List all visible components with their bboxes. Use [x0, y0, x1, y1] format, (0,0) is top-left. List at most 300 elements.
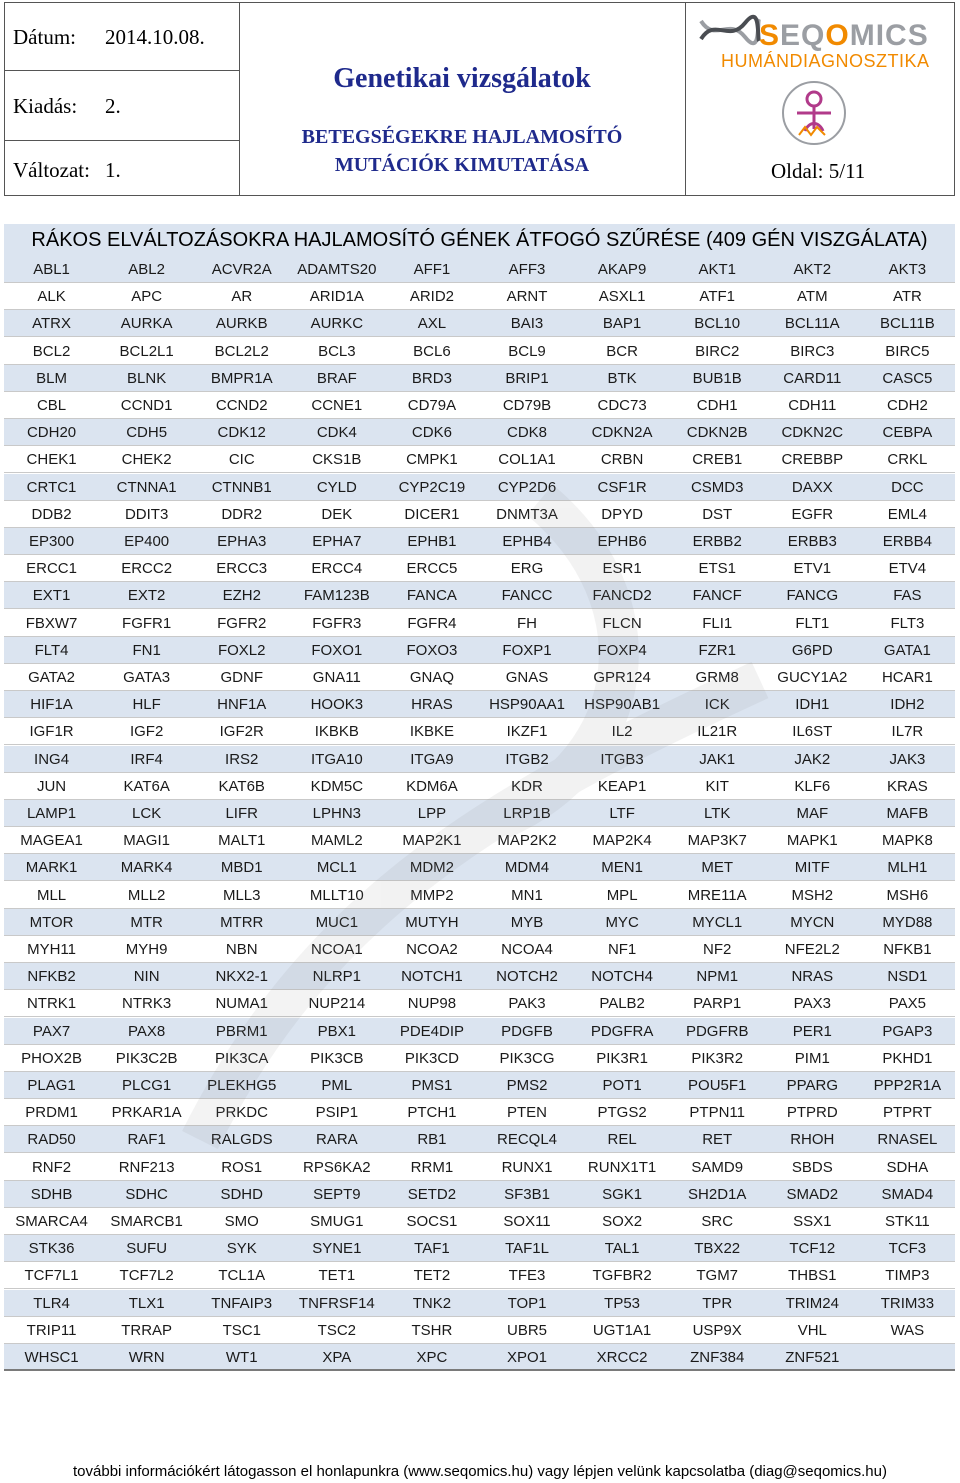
- gene-cell: NTRK1: [26, 995, 77, 1013]
- document-subtitle: [239, 123, 685, 179]
- gene-cell: ERG: [510, 560, 544, 578]
- gene-cell: DCC: [891, 478, 924, 496]
- table-row: [4, 582, 955, 609]
- gene-cell: CEBPA: [882, 424, 933, 442]
- gene-cell: MMP2: [410, 886, 454, 904]
- table-row: [4, 1099, 955, 1126]
- gene-cell: MEN1: [601, 859, 643, 877]
- gene-cell: EPHB6: [597, 533, 647, 550]
- gene-cell: NUP214: [308, 995, 366, 1013]
- gene-cell: UGT1A1: [592, 1321, 652, 1339]
- gene-cell: PIK3CD: [404, 1049, 460, 1067]
- gene-cell: MN1: [511, 886, 543, 904]
- gene-cell: NFKB1: [883, 941, 932, 958]
- gene-cell: REL: [607, 1131, 637, 1149]
- gene-cell: GDNF: [220, 669, 263, 686]
- gene-cell: ITGB2: [505, 750, 549, 768]
- gene-cell: NFE2L2: [784, 941, 840, 958]
- gene-cell: IKBKB: [314, 723, 359, 741]
- gene-cell: PMS1: [411, 1077, 453, 1094]
- gene-cell: HNF1A: [217, 696, 267, 714]
- gene-cell: TNFAIP3: [211, 1294, 273, 1312]
- gene-cell: SDHD: [220, 1185, 263, 1203]
- gene-cell: ERCC5: [406, 560, 458, 578]
- gene-cell: PBRM1: [215, 1022, 268, 1040]
- gene-cell: UBR5: [507, 1321, 548, 1339]
- gene-cell: SUFU: [126, 1240, 168, 1258]
- table-row: [4, 1208, 955, 1235]
- gene-cell: FLT1: [795, 614, 830, 632]
- gene-cell: MAFB: [886, 805, 929, 822]
- gene-cell: ZNF384: [690, 1349, 745, 1366]
- gene-cell: ATM: [797, 288, 828, 306]
- gene-cell: PIK3CA: [215, 1049, 269, 1067]
- gene-cell: SDHB: [30, 1185, 73, 1203]
- gene-cell: TCF3: [888, 1240, 927, 1258]
- gene-cell: MAP2K1: [402, 832, 462, 850]
- version-label: Változat:: [13, 158, 90, 182]
- gene-cell: CHEK1: [26, 451, 77, 469]
- gene-cell: ALK: [37, 288, 66, 306]
- gene-cell: MAPK1: [786, 832, 838, 850]
- gene-cell: WRN: [128, 1349, 165, 1366]
- gene-cell: FOXO3: [406, 641, 458, 659]
- gene-cell: AKAP9: [597, 261, 647, 278]
- gene-cell: ROS1: [221, 1158, 263, 1176]
- gene-cell: CSMD3: [690, 478, 744, 496]
- gene-cell: BCL11A: [784, 315, 840, 333]
- gene-cell: IRS2: [225, 750, 259, 768]
- gene-cell: RB1: [417, 1131, 447, 1149]
- gene-cell: CDK12: [217, 424, 266, 442]
- gene-cell: GATA3: [123, 669, 171, 686]
- gene-cell: ERCC2: [121, 560, 173, 578]
- gene-cell: HSP90AA1: [489, 696, 565, 714]
- gene-cell: MUTYH: [405, 913, 459, 931]
- gene-cell: TCF7L2: [119, 1267, 174, 1285]
- gene-cell: PMS2: [506, 1077, 548, 1094]
- gene-cell: HOOK3: [310, 696, 364, 714]
- gene-cell: STK36: [28, 1240, 75, 1258]
- gene-cell: FOXP1: [502, 641, 552, 659]
- gene-cell: DDB2: [31, 505, 72, 523]
- gene-cell: CSF1R: [597, 478, 647, 496]
- gene-cell: JUN: [36, 777, 67, 795]
- table-row: [4, 990, 955, 1017]
- gene-cell: FOXP4: [597, 641, 647, 659]
- gene-cell: FGFR2: [217, 614, 267, 632]
- version-value: 1.: [105, 158, 121, 182]
- gene-cell: SMARCA4: [15, 1213, 88, 1230]
- gene-cell: CDH1: [696, 397, 738, 414]
- gene-cell: TSC1: [222, 1321, 261, 1339]
- gene-cell: GATA1: [883, 641, 931, 659]
- gene-cell: BCR: [606, 342, 638, 360]
- gene-cell: AURKB: [215, 315, 268, 333]
- gene-cell: BCL10: [694, 315, 741, 333]
- table-row: [4, 1344, 955, 1371]
- gene-cell: GNAQ: [409, 669, 455, 686]
- table-row: [4, 936, 955, 963]
- table-title: RÁKOS ELVÁLTOZÁSOKRA HAJLAMOSÍTÓ GÉNEK ÁTFOGÓ SZŰRÉSE (409 GÉN VISZGÁLATA): [4, 224, 955, 257]
- gene-cell: AFF1: [413, 261, 451, 278]
- gene-cell: PPARG: [786, 1077, 838, 1094]
- gene-cell: FH: [517, 614, 538, 632]
- document-header: [4, 2, 955, 196]
- table-row: [4, 963, 955, 990]
- gene-cell: PSIP1: [315, 1104, 359, 1122]
- gene-cell: RECQL4: [497, 1131, 558, 1149]
- gene-cell: MYC: [605, 913, 639, 931]
- gene-cell: HLF: [132, 696, 161, 714]
- gene-cell: NBN: [225, 941, 258, 958]
- gene-cell: CRBN: [600, 451, 644, 469]
- gene-cell: JAK3: [889, 750, 926, 768]
- gene-cell: SF3B1: [504, 1185, 550, 1203]
- gene-cell: TP53: [604, 1294, 641, 1312]
- table-row: [4, 283, 955, 310]
- gene-cell: IGF1R: [29, 723, 74, 741]
- gene-cell: CDH20: [26, 424, 77, 442]
- gene-cell: ERCC4: [311, 560, 363, 578]
- subtitle-line-1: BETEGSÉGEKRE HAJLAMOSÍTÓ: [301, 126, 623, 148]
- gene-cell: TRRAP: [121, 1321, 173, 1339]
- gene-cell: TAF1L: [505, 1240, 549, 1258]
- gene-cell: TSC2: [317, 1321, 356, 1339]
- gene-cell: RRM1: [410, 1158, 454, 1176]
- gene-cell: ABL1: [33, 261, 70, 278]
- date-row: [5, 3, 239, 71]
- gene-cell: TRIM33: [880, 1294, 935, 1312]
- gene-cell: TGFBR2: [592, 1267, 652, 1285]
- gene-cell: SOX2: [602, 1213, 643, 1230]
- gene-cell: TRIP11: [26, 1321, 77, 1339]
- gene-cell: [860, 1344, 955, 1369]
- gene-cell: NCOA4: [501, 941, 553, 958]
- gene-cell: MSH2: [791, 886, 834, 904]
- gene-cell: IL2: [611, 723, 633, 741]
- gene-cell: PLAG1: [27, 1077, 76, 1094]
- gene-cell: AKT1: [698, 261, 736, 278]
- gene-cell: SMAD2: [786, 1185, 839, 1203]
- gene-cell: MTOR: [29, 913, 74, 931]
- gene-cell: BCL6: [413, 342, 451, 360]
- gene-cell: NRAS: [791, 968, 834, 986]
- gene-cell: TRIM24: [785, 1294, 839, 1312]
- gene-cell: CASC5: [882, 369, 933, 387]
- gene-cell: KEAP1: [597, 777, 647, 795]
- gene-cell: NPM1: [696, 968, 739, 986]
- gene-cell: RNASEL: [877, 1131, 938, 1149]
- gene-cell: CRTC1: [26, 478, 77, 496]
- gene-cell: POU5F1: [688, 1077, 747, 1094]
- gene-cell: BLNK: [127, 369, 167, 387]
- gene-cell: BIRC2: [695, 342, 740, 360]
- gene-cell: PIK3C2B: [115, 1049, 178, 1067]
- gene-cell: EPHB1: [407, 533, 457, 550]
- gene-cell: CARD11: [783, 369, 842, 387]
- gene-cell: XRCC2: [596, 1349, 648, 1366]
- gene-cell: SMUG1: [310, 1213, 364, 1230]
- gene-cell: PDGFB: [501, 1022, 553, 1040]
- gene-cell: PAX3: [793, 995, 831, 1013]
- gene-cell: USP9X: [692, 1321, 742, 1339]
- gene-cell: TFE3: [508, 1267, 546, 1285]
- gene-cell: EXT1: [32, 587, 71, 605]
- gene-cell: TET1: [318, 1267, 356, 1285]
- gene-cell: IGF2R: [219, 723, 264, 741]
- gene-cell: SMO: [224, 1213, 259, 1230]
- gene-cell: MYCL1: [692, 913, 743, 931]
- gene-cell: CDH11: [788, 397, 837, 414]
- dna-helix-icon: [699, 13, 761, 47]
- gene-cell: IDH2: [890, 696, 925, 714]
- gene-cell: ERBB3: [787, 533, 837, 550]
- gene-cell: LPP: [417, 805, 447, 822]
- gene-cell: KAT6B: [218, 777, 265, 795]
- gene-cell: RARA: [315, 1131, 358, 1149]
- gene-cell: BAP1: [602, 315, 642, 333]
- gene-cell: HSP90AB1: [584, 696, 661, 714]
- gene-cell: ARID1A: [309, 288, 364, 306]
- gene-cell: EML4: [887, 505, 927, 523]
- table-row: [4, 310, 955, 337]
- gene-cell: SMARCB1: [110, 1213, 183, 1230]
- gene-cell: ERBB2: [692, 533, 742, 550]
- gene-cell: SSX1: [793, 1213, 832, 1230]
- gene-cell: SDHC: [125, 1185, 168, 1203]
- gene-cell: WT1: [225, 1349, 258, 1366]
- gene-cell: GRM8: [695, 669, 739, 686]
- gene-cell: XPA: [322, 1349, 352, 1366]
- gene-cell: TSHR: [411, 1321, 453, 1339]
- gene-cell: FZR1: [698, 641, 736, 659]
- gene-cell: ERCC3: [216, 560, 268, 578]
- gene-cell: CYP2D6: [497, 478, 557, 496]
- gene-cell: BIRC3: [790, 342, 835, 360]
- table-row: [4, 1290, 955, 1317]
- gene-cell: BCL11B: [880, 315, 935, 333]
- gene-cell: NUMA1: [215, 995, 268, 1013]
- gene-cell: ETV1: [793, 560, 832, 578]
- gene-cell: FGFR4: [407, 614, 457, 632]
- gene-cell: CYP2C19: [398, 478, 466, 496]
- gene-cell: SYK: [226, 1240, 257, 1258]
- person-icon: [781, 77, 847, 149]
- gene-cell: CTNNB1: [211, 478, 272, 496]
- table-row: [4, 854, 955, 881]
- table-row: [4, 664, 955, 691]
- gene-cell: ZNF521: [785, 1349, 840, 1366]
- gene-cell: CDH2: [886, 397, 928, 414]
- page-number: Oldal: 5/11: [771, 159, 866, 183]
- gene-cell: DPYD: [601, 505, 643, 523]
- gene-cell: RPS6KA2: [303, 1158, 371, 1176]
- gene-cell: CD79A: [407, 397, 457, 414]
- gene-cell: PRDM1: [25, 1104, 78, 1122]
- gene-cell: MYB: [510, 913, 544, 931]
- gene-cell: MAML2: [310, 832, 363, 850]
- gene-cell: TCF7L1: [24, 1267, 79, 1285]
- gene-cell: FAM123B: [303, 587, 370, 605]
- gene-cell: STK11: [885, 1213, 930, 1230]
- gene-cell: NLRP1: [312, 968, 361, 986]
- gene-cell: MLL3: [222, 886, 261, 904]
- gene-cell: CDKN2C: [781, 424, 844, 442]
- gene-cell: MARK4: [120, 859, 173, 877]
- gene-cell: NFKB2: [27, 968, 76, 986]
- gene-cell: AFF3: [508, 261, 546, 278]
- gene-cell: ASXL1: [598, 288, 646, 306]
- gene-cell: GPR124: [593, 669, 651, 686]
- gene-cell: MCL1: [316, 859, 357, 877]
- gene-cell: COL1A1: [498, 451, 556, 469]
- gene-cell: MAP3K7: [687, 832, 747, 850]
- gene-cell: TBX22: [694, 1240, 741, 1258]
- gene-cell: PLEKHG5: [207, 1077, 277, 1094]
- gene-cell: PIK3CG: [499, 1049, 555, 1067]
- gene-cell: ETS1: [698, 560, 736, 578]
- gene-cell: NUP98: [407, 995, 457, 1013]
- gene-cell: HCAR1: [881, 669, 933, 686]
- gene-cell: DEK: [321, 505, 353, 523]
- gene-cell: IKZF1: [506, 723, 548, 741]
- gene-cell: TNFRSF14: [298, 1294, 375, 1312]
- gene-cell: CBL: [36, 397, 67, 414]
- gene-cell: BCL3: [318, 342, 356, 360]
- gene-cell: NF1: [607, 941, 637, 958]
- gene-cell: MITF: [794, 859, 830, 877]
- table-row: [4, 909, 955, 936]
- gene-cell: PGAP3: [882, 1022, 933, 1040]
- table-row: [4, 365, 955, 392]
- gene-cell: EXT2: [127, 587, 166, 605]
- gene-cell: MALT1: [218, 832, 266, 850]
- gene-cell: LCK: [132, 805, 162, 822]
- gene-cell: FANCD2: [592, 587, 652, 605]
- gene-cell: FBXW7: [25, 614, 78, 632]
- table-row: [4, 882, 955, 909]
- document-title: Genetikai vizsgálatok: [333, 63, 591, 94]
- table-row: [4, 1018, 955, 1045]
- table-row: [4, 1126, 955, 1153]
- gene-cell: TNK2: [412, 1294, 452, 1312]
- gene-cell: XPO1: [507, 1349, 548, 1366]
- gene-cell: IKBKE: [409, 723, 455, 741]
- gene-cell: PER1: [792, 1022, 832, 1040]
- gene-cell: ERCC1: [26, 560, 77, 578]
- gene-cell: AKT3: [888, 261, 927, 278]
- gene-cell: TLX1: [128, 1294, 165, 1312]
- gene-cell: JAK1: [699, 750, 736, 768]
- gene-cell: RALGDS: [210, 1131, 273, 1149]
- gene-cell: PTEN: [507, 1104, 548, 1122]
- gene-cell: TAF1: [414, 1240, 450, 1258]
- gene-cell: SOCS1: [406, 1213, 458, 1230]
- gene-cell: CDK4: [316, 424, 357, 442]
- gene-cell: WHSC1: [24, 1349, 79, 1366]
- gene-cell: MDM2: [409, 859, 454, 877]
- gene-cell: FLT3: [890, 614, 925, 632]
- gene-cell: ARNT: [506, 288, 548, 306]
- gene-cell: CRKL: [887, 451, 928, 469]
- gene-cell: NOTCH1: [401, 968, 463, 986]
- gene-cell: PBX1: [317, 1022, 356, 1040]
- gene-cell: TCF12: [789, 1240, 836, 1258]
- gene-cell: ATF1: [699, 288, 735, 306]
- gene-cell: SAMD9: [691, 1158, 744, 1176]
- gene-cell: PML: [321, 1077, 353, 1094]
- gene-cell: GNA11: [312, 669, 361, 686]
- gene-cell: ERBB4: [882, 533, 932, 550]
- gene-cell: NCOA2: [406, 941, 458, 958]
- gene-cell: RAD50: [27, 1131, 76, 1149]
- gene-cell: MYD88: [882, 913, 933, 931]
- gene-cell: CIC: [228, 451, 255, 469]
- gene-cell: MAF: [796, 805, 829, 822]
- gene-cell: BMPR1A: [210, 369, 273, 387]
- issue-label: Kiadás:: [13, 94, 78, 118]
- gene-cell: FANCF: [692, 587, 742, 605]
- gene-cell: CCND1: [120, 397, 173, 414]
- table-row: [4, 800, 955, 827]
- gene-cell: MLL2: [127, 886, 166, 904]
- gene-cell: KDM6A: [406, 777, 458, 795]
- gene-cell: PAX8: [128, 1022, 166, 1040]
- gene-cell: BRD3: [411, 369, 452, 387]
- gene-cell: NIN: [133, 968, 160, 986]
- gene-cell: MYCN: [790, 913, 835, 931]
- gene-cell: FGFR1: [122, 614, 172, 632]
- gene-cell: PLCG1: [122, 1077, 172, 1094]
- gene-cell: ATRX: [32, 315, 71, 333]
- gene-cell: SRC: [701, 1213, 734, 1230]
- gene-cell: EGFR: [791, 505, 834, 523]
- gene-cell: PTGS2: [597, 1104, 647, 1122]
- gene-cell: NOTCH4: [591, 968, 653, 986]
- version-row: [5, 141, 239, 195]
- table-row: [4, 1317, 955, 1344]
- gene-cell: MBD1: [220, 859, 263, 877]
- gene-cell: ADAMTS20: [297, 261, 377, 278]
- gene-cell: FOXO1: [311, 641, 363, 659]
- gene-cell: MYH9: [125, 941, 168, 958]
- gene-cell: ATR: [892, 288, 922, 306]
- gene-cell: PHOX2B: [21, 1049, 82, 1067]
- gene-cell: SYNE1: [312, 1240, 362, 1258]
- date-value: 2014.10.08.: [105, 25, 205, 49]
- gene-cell: KAT6A: [123, 777, 170, 795]
- table-row: [4, 446, 955, 473]
- gene-cell: CYLD: [316, 478, 357, 496]
- gene-cell: PARP1: [693, 995, 742, 1013]
- gene-cell: ACVR2A: [211, 261, 272, 278]
- gene-cell: CHEK2: [121, 451, 172, 469]
- table-row: [4, 419, 955, 446]
- gene-cell: MUC1: [315, 913, 359, 931]
- gene-cell: PALB2: [599, 995, 645, 1013]
- gene-cell: KLF6: [794, 777, 831, 795]
- gene-cell: TOP1: [507, 1294, 547, 1312]
- gene-cell: SBDS: [791, 1158, 833, 1176]
- gene-cell: EPHB4: [502, 533, 552, 550]
- gene-cell: TLR4: [33, 1294, 70, 1312]
- gene-cell: THBS1: [788, 1267, 837, 1285]
- gene-cell: MYH11: [27, 941, 76, 958]
- gene-cell: PIK3CB: [310, 1049, 364, 1067]
- gene-cell: BCL2L2: [214, 342, 269, 360]
- gene-cell: KDR: [511, 777, 543, 795]
